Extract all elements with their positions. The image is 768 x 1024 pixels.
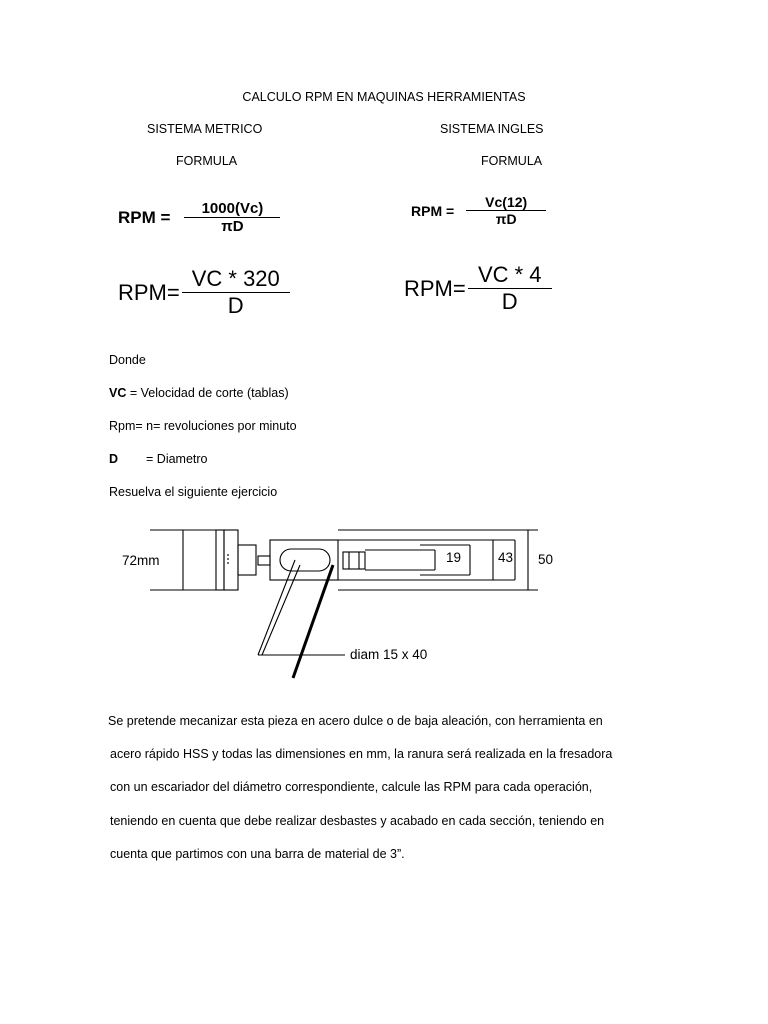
formula-denominator: πD [495, 211, 517, 227]
formula-lhs: RPM= [404, 275, 466, 301]
dim-43-label: 43 [498, 550, 514, 565]
slot-label: diam 15 x 40 [350, 647, 428, 662]
pointer-arrow [293, 565, 333, 678]
formula-lhs: RPM = [118, 207, 171, 227]
formula-lhs: RPM= [118, 279, 180, 305]
paragraph-line: teniendo en cuenta que debe realizar desbastes y acabado en cada sección, teniendo en [110, 814, 605, 828]
formula-lhs: RPM = [411, 202, 455, 219]
formula-numerator: 1000(Vc) [201, 200, 264, 217]
page-title: CALCULO RPM EN MAQUINAS HERRAMIENTAS [242, 90, 526, 104]
metric-heading: SISTEMA METRICO [147, 122, 263, 136]
rpm-definition: Rpm= n= revoluciones por minuto [109, 419, 297, 433]
dim-19-label: 19 [446, 550, 462, 565]
shaft-collar [238, 545, 256, 575]
vc-key: VC [109, 386, 127, 400]
formula-denominator: πD [221, 218, 244, 235]
shaft-stub [258, 556, 270, 565]
slot-outline [280, 549, 330, 571]
dim-72-label: 72mm [122, 553, 160, 568]
hex-nut [343, 552, 365, 569]
metric-formula-label: FORMULA [176, 154, 238, 168]
imperial-heading: SISTEMA INGLES [440, 122, 544, 136]
vc-text: = Velocidad de corte (tablas) [126, 386, 289, 400]
paragraph-line: Se pretende mecanizar esta pieza en acero dulce o de baja aleación, con herramienta en [108, 714, 603, 728]
d-key: D [109, 452, 119, 466]
formula-denominator: D [501, 289, 518, 314]
leader-line [258, 560, 295, 655]
paragraph-line: acero rápido HSS y todas las dimensiones en mm, la ranura será realizada en la fresadora [110, 747, 613, 761]
formula-denominator: D [227, 293, 244, 318]
flange-hub [224, 530, 238, 590]
dim-50-label: 50 [538, 552, 554, 567]
formula-numerator: Vc(12) [485, 194, 528, 210]
formula-numerator: VC * 320 [191, 266, 280, 291]
leader-line [262, 565, 300, 655]
paragraph-line: cuenta que partimos con una barra de material de 3”. [110, 847, 405, 861]
imperial-formula-label: FORMULA [481, 154, 543, 168]
exercise-prompt: Resuelva el siguiente ejercicio [109, 485, 278, 499]
flange [216, 530, 224, 590]
formula-numerator: VC * 4 [477, 262, 542, 287]
donde-label: Donde [109, 353, 146, 367]
d-text: = Diametro [146, 452, 208, 466]
paragraph-line: con un escariador del diámetro correspondiente, calcule las RPM para cada operación, [110, 780, 593, 794]
